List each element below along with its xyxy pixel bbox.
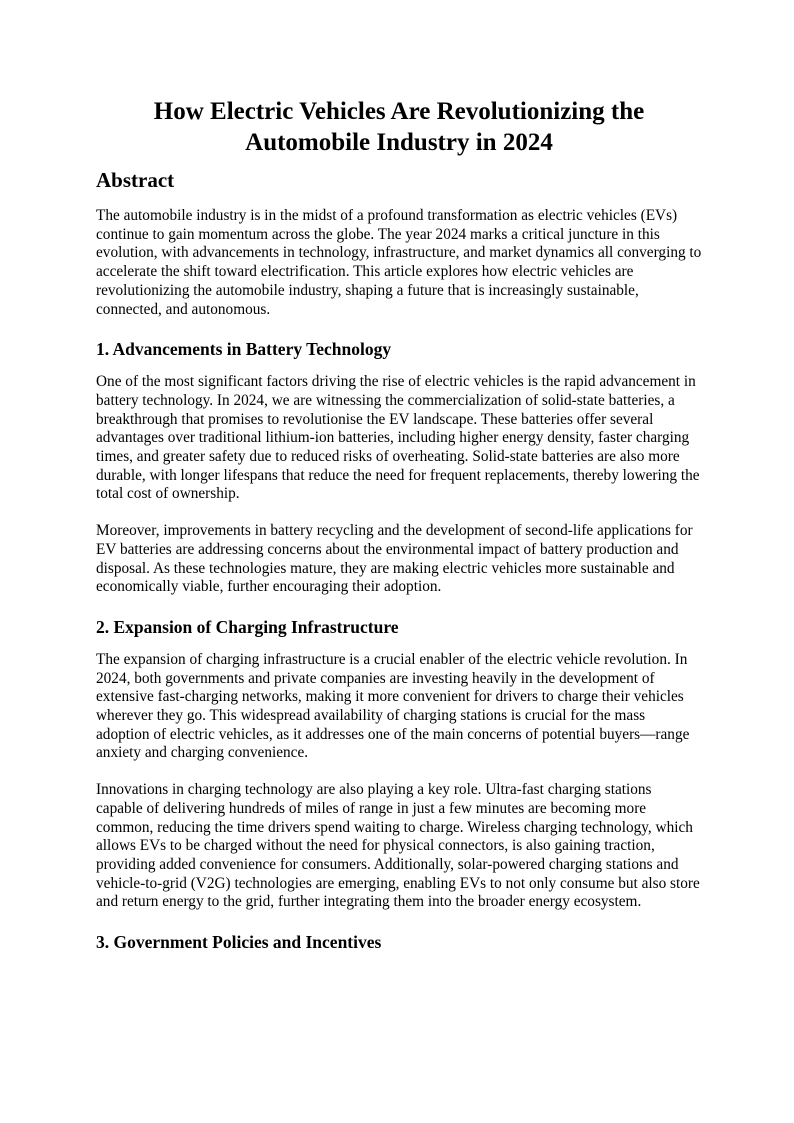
document-page	[96, 96, 702, 966]
battery-paragraph-1: One of the most significant factors driving the rise of electric vehicles is the rapid advancement in battery technology. In 2024, we are witnessing the commercialization of solid-state batteries, a breakthrough that promises to revolutionise the EV landscape. These batteries offer several advantages over traditional lithium-ion batteries, including higher energy density, faster charging times, and greater safety due to reduced risks of overheating. Solid-state batteries are also more durable, with longer lifespans that reduce the need for frequent replacements, thereby lowering the total cost of ownership.	[96, 373, 700, 503]
section-heading-charging: 2. Expansion of Charging Infrastructure	[96, 616, 399, 637]
charging-paragraph-2: Innovations in charging technology are also playing a key role. Ultra-fast charging stations capable of delivering hundreds of miles of range in just a few minutes are becoming more common, reducing the time drivers spend waiting to charge. Wireless charging technology, which allows EVs to be charged without the need for physical connectors, is also gaining traction, providing added convenience for consumers. Additionally, solar-powered charging stations and vehicle-to-grid (V2G) technologies are emerging, enabling EVs to not only consume but also store and return energy to the grid, further integrating them into the broader energy ecosystem.	[96, 781, 700, 911]
abstract-heading: Abstract	[96, 168, 175, 192]
page-title: How Electric Vehicles Are Revolutionizing the Automobile Industry in 2024	[153, 98, 645, 156]
battery-paragraph-2: Moreover, improvements in battery recycling and the development of second-life applications for EV batteries are addressing concerns about the environmental impact of battery production and disposal. As these technologies mature, they are making electric vehicles more sustainable and economically viable, further encouraging their adoption.	[96, 522, 693, 596]
charging-paragraph-1: The expansion of charging infrastructure is a crucial enabler of the electric vehicle revolution. In 2024, both governments and private companies are investing heavily in the development of extensive fast-charging networks, making it more convenient for drivers to charge their vehicles wherever they go. This widespread availability of charging stations is crucial for the mass adoption of electric vehicles, as it addresses one of the main concerns of potential buyers—range anxiety and charging convenience.	[96, 650, 690, 762]
section-heading-battery: 1. Advancements in Battery Technology	[96, 339, 392, 360]
section-heading-policies: 3. Government Policies and Incentives	[96, 932, 382, 953]
abstract-text: The automobile industry is in the midst of a profound transformation as electric vehicles (EVs) continue to gain momentum across the globe. The year 2024 marks a critical juncture in this evolution, with advancements in technology, infrastructure, and market dynamics all converging to accelerate the shift toward electrification. This article explores how electric vehicles are revolutionizing the automobile industry, shaping a future that is increasingly sustainable, connected, and autonomous.	[96, 207, 702, 318]
